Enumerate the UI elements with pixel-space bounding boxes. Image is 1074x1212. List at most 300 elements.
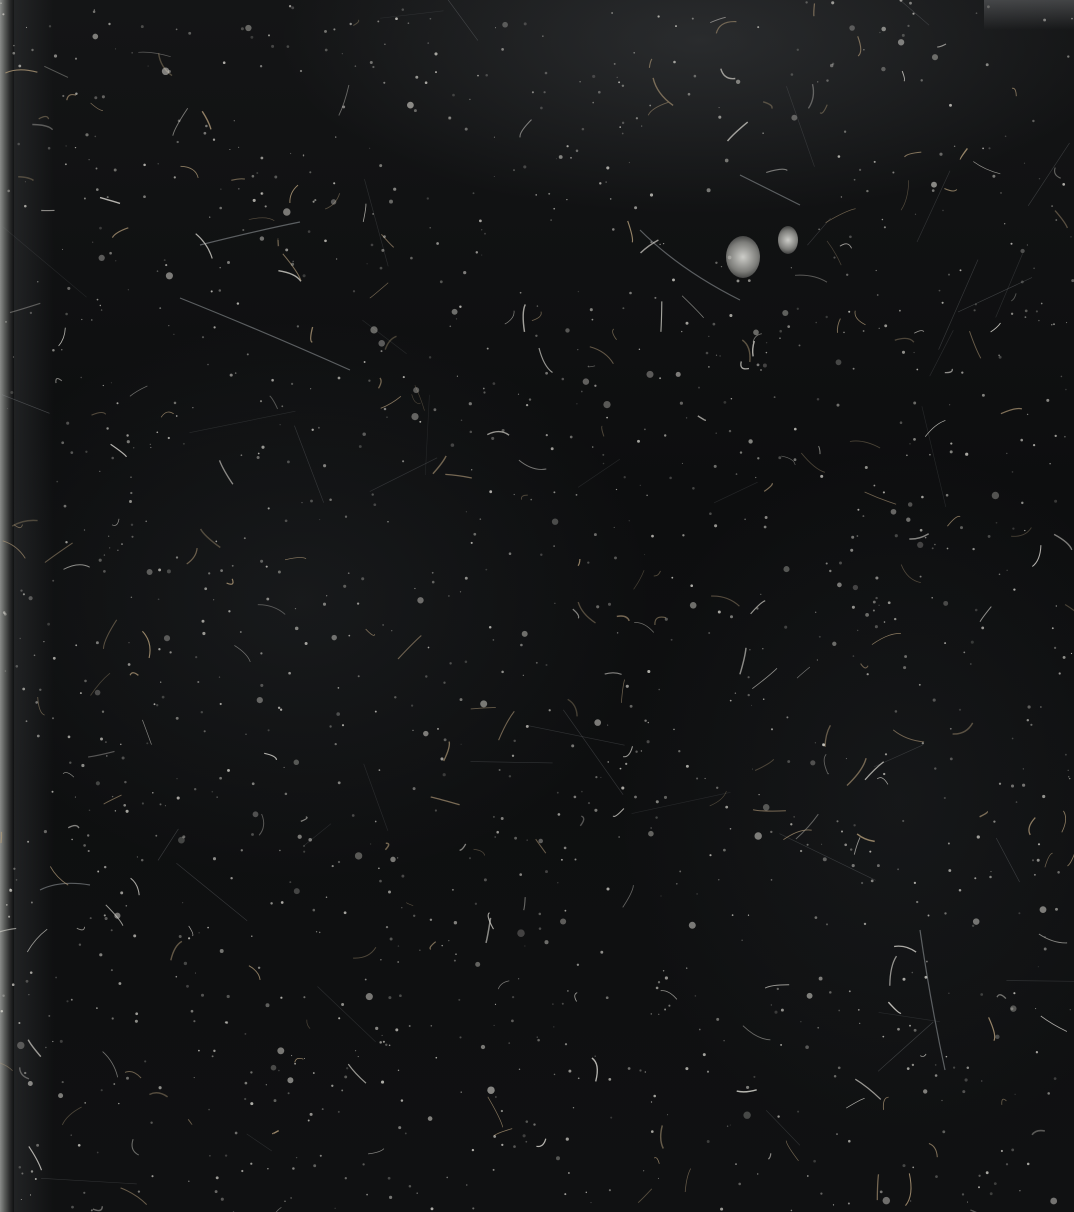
dust-speck — [91, 319, 92, 320]
dust-speck — [1033, 267, 1035, 269]
dust-speck — [719, 107, 720, 108]
dust-speck — [897, 868, 899, 870]
dust-speck — [942, 302, 944, 304]
fiber-strand — [196, 234, 213, 259]
fiber-strand — [855, 311, 866, 325]
dust-speck — [1007, 570, 1008, 571]
dust-speck — [737, 279, 740, 282]
dust-speck — [459, 305, 461, 307]
dust-speck — [28, 994, 29, 995]
dust-speck — [871, 880, 874, 883]
dust-speck — [260, 400, 262, 402]
dust-speck — [841, 831, 843, 833]
dust-speck — [413, 787, 416, 790]
fiber-strand — [499, 711, 515, 740]
fiber-strand — [980, 812, 988, 817]
dust-speck — [91, 1209, 93, 1211]
dust-speck — [58, 1093, 63, 1098]
dust-speck — [865, 613, 869, 617]
dust-speck — [975, 303, 977, 305]
dust-speck — [85, 451, 87, 453]
dust-speck — [228, 610, 230, 612]
dust-speck — [876, 270, 877, 271]
dust-speck — [386, 417, 387, 418]
dust-speck — [850, 549, 853, 552]
dust-speck — [271, 1065, 277, 1071]
fiber-strand — [865, 762, 884, 780]
fiber-strand — [536, 1139, 545, 1147]
fiber-strand — [698, 416, 706, 420]
dust-speck — [111, 457, 114, 460]
dust-speck — [309, 171, 311, 173]
dust-speck — [290, 153, 291, 154]
dust-speck — [238, 188, 240, 190]
dust-speck — [7, 408, 8, 409]
fiber-strand — [1029, 818, 1035, 835]
dust-speck — [402, 460, 404, 462]
dust-speck — [1061, 376, 1063, 378]
dust-speck — [757, 1173, 758, 1174]
dust-speck — [472, 1149, 474, 1151]
dust-speck — [525, 1141, 527, 1143]
dust-speck — [647, 740, 650, 743]
dust-speck — [1057, 871, 1060, 874]
dust-speck — [257, 456, 260, 459]
dust-speck — [397, 857, 398, 858]
dust-speck — [752, 769, 753, 770]
dust-speck — [303, 851, 305, 853]
dust-speck — [244, 1033, 246, 1035]
fiber-strand — [638, 1189, 652, 1203]
fiber-strand — [270, 396, 278, 409]
dust-speck — [285, 519, 288, 522]
dust-speck — [384, 408, 387, 411]
dust-speck — [470, 431, 473, 434]
dust-speck — [975, 609, 978, 612]
dust-speck — [296, 1157, 297, 1158]
dust-speck — [480, 518, 482, 520]
dust-speck — [986, 1171, 989, 1174]
dust-speck — [213, 599, 214, 600]
dust-speck — [244, 537, 246, 539]
dust-speck — [608, 761, 609, 762]
dust-speck — [397, 961, 399, 963]
dust-speck — [281, 901, 284, 904]
dust-speck — [760, 594, 761, 595]
dust-speck — [288, 672, 291, 675]
dust-speck — [390, 938, 393, 941]
dust-speck — [52, 349, 55, 352]
dust-speck — [357, 602, 359, 604]
dust-speck — [962, 1193, 964, 1195]
dust-speck — [6, 904, 8, 906]
dust-speck — [935, 1064, 937, 1066]
fiber-strand — [575, 993, 577, 1002]
dust-speck — [1066, 322, 1067, 323]
dust-speck — [999, 783, 1001, 785]
dust-speck — [902, 34, 905, 37]
dust-speck — [1051, 205, 1053, 207]
dust-speck — [367, 263, 368, 264]
dust-speck — [75, 797, 76, 798]
dust-speck — [511, 1020, 514, 1023]
fiber-strand — [1065, 605, 1074, 627]
dust-speck — [96, 188, 99, 191]
dust-speck — [1035, 1008, 1036, 1009]
dust-speck — [188, 32, 191, 35]
dust-speck — [491, 437, 494, 440]
dust-speck — [849, 25, 855, 31]
dust-speck — [953, 1067, 955, 1069]
dust-speck — [544, 91, 546, 93]
dust-speck — [348, 635, 350, 637]
dust-speck — [34, 655, 36, 657]
fiber-strand — [474, 849, 485, 855]
dust-speck — [220, 569, 223, 572]
dust-speck — [220, 189, 221, 190]
dust-speck — [475, 962, 480, 967]
dust-speck — [266, 598, 269, 601]
dust-speck — [66, 422, 69, 425]
dust-speck — [204, 587, 207, 590]
dust-speck — [469, 857, 471, 859]
dust-speck — [817, 398, 820, 401]
dust-speck — [115, 260, 116, 261]
dust-speck — [658, 689, 660, 691]
dust-speck — [612, 228, 615, 231]
dust-speck — [879, 32, 880, 33]
dust-speck — [553, 545, 554, 546]
dust-speck — [342, 53, 343, 54]
dust-speck — [939, 290, 941, 292]
dust-speck — [634, 796, 637, 799]
dust-speck — [359, 445, 362, 448]
dust-speck — [635, 751, 637, 753]
fiber-strand — [227, 579, 233, 584]
dust-speck — [730, 615, 733, 618]
dust-speck — [732, 914, 734, 916]
fiber-strand — [953, 723, 973, 734]
dust-speck — [509, 552, 512, 555]
fiber-strand — [837, 319, 840, 333]
dust-speck — [493, 1135, 496, 1138]
dust-speck — [460, 591, 461, 592]
dust-speck — [535, 335, 537, 337]
dust-speck — [971, 641, 974, 644]
dust-speck — [947, 548, 949, 550]
dust-speck — [907, 25, 909, 27]
dust-speck — [881, 27, 886, 32]
dust-speck — [128, 663, 131, 666]
dust-speck — [626, 685, 629, 688]
dust-speck — [201, 711, 203, 713]
scratch-mark — [370, 458, 437, 492]
fiber-strand — [623, 746, 632, 757]
fiber-strand — [568, 699, 577, 716]
fiber-strand — [947, 516, 960, 526]
dust-speck — [338, 781, 341, 784]
dust-speck — [885, 753, 887, 755]
dust-speck — [518, 394, 519, 395]
dust-speck — [150, 447, 151, 448]
fiber-strand — [877, 1174, 878, 1200]
dust-speck — [398, 1126, 401, 1129]
dust-speck — [655, 816, 657, 818]
dust-speck — [495, 27, 496, 28]
dust-speck — [576, 403, 577, 404]
dust-speck — [895, 710, 898, 713]
dust-speck — [690, 602, 697, 609]
dust-speck — [574, 796, 577, 799]
fiber-strand — [901, 180, 909, 210]
dust-speck — [1064, 436, 1066, 438]
dust-speck — [1067, 55, 1069, 57]
dust-speck — [235, 1132, 238, 1135]
fiber-strand — [737, 1090, 757, 1092]
dust-speck — [353, 290, 355, 292]
dust-speck — [1044, 948, 1047, 951]
dust-speck — [864, 923, 866, 925]
dust-speck — [771, 728, 773, 730]
dust-speck — [725, 159, 729, 163]
dust-speck — [874, 161, 876, 163]
dust-speck — [853, 655, 855, 657]
dust-speck — [209, 216, 210, 217]
dust-speck — [676, 372, 681, 377]
dust-speck — [599, 182, 601, 184]
dust-speck — [843, 332, 845, 334]
scratch-mark — [362, 320, 406, 354]
dust-speck — [99, 227, 102, 230]
dust-speck — [554, 603, 555, 604]
dust-speck — [673, 61, 676, 64]
fiber-strand — [850, 441, 880, 448]
dust-speck — [651, 1130, 654, 1133]
dust-speck — [999, 356, 1002, 359]
fiber-strand — [132, 1139, 139, 1155]
dust-speck — [902, 1164, 905, 1167]
dust-speck — [10, 391, 13, 394]
dust-speck — [460, 698, 463, 701]
dust-speck — [381, 249, 384, 252]
dust-speck — [644, 719, 646, 721]
dust-speck — [0, 2, 2, 4]
dust-speck — [176, 415, 178, 417]
dust-speck — [1, 1010, 3, 1012]
dust-speck — [338, 1111, 340, 1113]
scratch-mark — [563, 710, 623, 795]
dust-speck — [18, 1022, 20, 1024]
dust-speck — [338, 377, 341, 380]
dust-speck — [168, 70, 171, 73]
dust-speck — [484, 878, 487, 881]
dust-speck — [158, 598, 160, 600]
dust-speck — [857, 535, 859, 537]
dust-speck — [913, 352, 914, 353]
dust-speck — [566, 199, 567, 200]
dust-speck — [922, 742, 924, 744]
dust-speck — [128, 289, 129, 290]
dust-speck — [280, 709, 282, 711]
dust-speck — [295, 627, 299, 631]
dust-speck — [111, 929, 113, 931]
fiber-strand — [259, 814, 264, 835]
dust-speck — [976, 12, 978, 14]
dust-speck — [606, 996, 609, 999]
dust-speck — [250, 1071, 252, 1073]
dust-speck — [71, 1135, 72, 1136]
dust-speck — [375, 821, 377, 823]
dust-speck — [198, 1050, 200, 1052]
fiber-strand — [997, 995, 1006, 999]
fiber-strand — [38, 697, 45, 715]
dust-speck — [709, 512, 712, 515]
dust-speck — [159, 307, 161, 309]
fiber-strand — [894, 946, 916, 952]
dust-speck — [622, 122, 624, 124]
dust-speck — [581, 791, 583, 793]
dust-speck — [96, 1007, 98, 1009]
dust-speck — [608, 1078, 611, 1081]
dust-speck — [716, 433, 717, 434]
dust-speck — [431, 1207, 434, 1210]
dust-speck — [588, 802, 590, 804]
dust-speck — [1054, 647, 1056, 649]
dust-speck — [331, 199, 336, 204]
dust-speck — [904, 655, 907, 658]
dust-speck — [1024, 530, 1025, 531]
dust-speck — [348, 572, 350, 574]
dust-speck — [27, 841, 29, 843]
dust-speck — [628, 1067, 631, 1070]
dust-speck — [21, 1199, 22, 1200]
fiber-strand — [753, 810, 786, 811]
dust-speck — [606, 166, 609, 169]
dust-speck — [78, 1144, 81, 1147]
dust-speck — [909, 1025, 911, 1027]
fiber-strand — [18, 177, 33, 181]
dust-speck — [546, 434, 548, 436]
dust-speck — [461, 744, 462, 745]
dust-speck — [333, 182, 335, 184]
scratch-mark — [180, 298, 350, 370]
dust-speck — [577, 964, 579, 966]
fiber-strand — [28, 1040, 41, 1057]
dust-speck — [285, 793, 288, 796]
dust-speck — [719, 355, 720, 356]
dust-speck — [381, 350, 383, 352]
dust-speck — [756, 607, 758, 609]
dust-speck — [526, 839, 528, 841]
dust-speck — [319, 519, 320, 520]
dust-speck — [523, 675, 524, 676]
dust-speck — [560, 918, 566, 924]
dust-clump — [778, 226, 798, 254]
dust-speck — [448, 595, 449, 596]
dust-speck — [251, 833, 254, 836]
dust-speck — [316, 931, 317, 932]
dust-speck — [892, 171, 894, 173]
dust-speck — [476, 251, 478, 253]
dust-speck — [496, 831, 499, 834]
dust-speck — [394, 696, 396, 698]
dust-speck — [326, 595, 327, 596]
dust-speck — [61, 349, 62, 350]
scratch-mark — [996, 253, 1023, 317]
dust-speck — [147, 569, 153, 575]
dust-speck — [925, 537, 927, 539]
dust-speck — [284, 767, 285, 768]
dust-speck — [372, 213, 373, 214]
dust-speck — [657, 15, 659, 17]
dust-speck — [352, 814, 355, 817]
dust-speck — [883, 773, 885, 775]
dust-speck — [419, 950, 420, 951]
dust-speck — [52, 791, 54, 793]
dust-speck — [329, 725, 331, 727]
dust-speck — [672, 278, 675, 281]
dust-speck — [794, 816, 795, 817]
dust-speck — [221, 1198, 224, 1201]
fiber-strand — [847, 758, 866, 785]
dust-speck — [763, 364, 767, 368]
dust-speck — [606, 417, 608, 419]
dust-speck — [102, 95, 105, 98]
dust-speck — [382, 624, 383, 625]
dust-speck — [906, 455, 908, 457]
dust-speck — [96, 168, 98, 170]
fiber-strand — [623, 885, 634, 907]
fiber-strand — [1011, 293, 1016, 301]
dust-speck — [777, 988, 779, 990]
fiber-strand — [88, 751, 114, 757]
fiber-strand — [655, 617, 666, 625]
dust-speck — [150, 444, 151, 445]
dust-speck — [36, 1144, 39, 1147]
dust-speck — [838, 155, 841, 158]
dust-speck — [266, 566, 268, 568]
dust-speck — [1068, 776, 1069, 777]
dust-speck — [370, 61, 373, 64]
fiber-strand — [895, 338, 914, 342]
fiber-strand — [797, 667, 810, 678]
fiber-strand — [613, 809, 624, 817]
dust-speck — [950, 757, 953, 760]
dust-speck — [28, 1081, 33, 1086]
dust-speck — [520, 644, 523, 647]
dust-speck — [362, 1163, 364, 1165]
dust-speck — [202, 632, 205, 635]
dust-speck — [578, 1077, 580, 1079]
fiber-strand — [573, 609, 579, 618]
dust-speck — [94, 136, 96, 138]
dust-speck — [393, 188, 396, 191]
dust-speck — [128, 642, 129, 643]
dust-speck — [305, 642, 308, 645]
dust-speck — [297, 325, 299, 327]
dust-speck — [748, 676, 750, 678]
fiber-strand — [264, 753, 276, 760]
fiber-strand — [278, 271, 301, 282]
dust-speck — [852, 606, 855, 609]
dust-speck — [335, 743, 337, 745]
dust-speck — [201, 994, 204, 997]
dust-speck — [389, 1045, 391, 1047]
dust-speck — [1054, 500, 1057, 503]
dust-speck — [665, 618, 668, 621]
dust-speck — [1020, 439, 1023, 442]
dust-speck — [815, 322, 817, 324]
